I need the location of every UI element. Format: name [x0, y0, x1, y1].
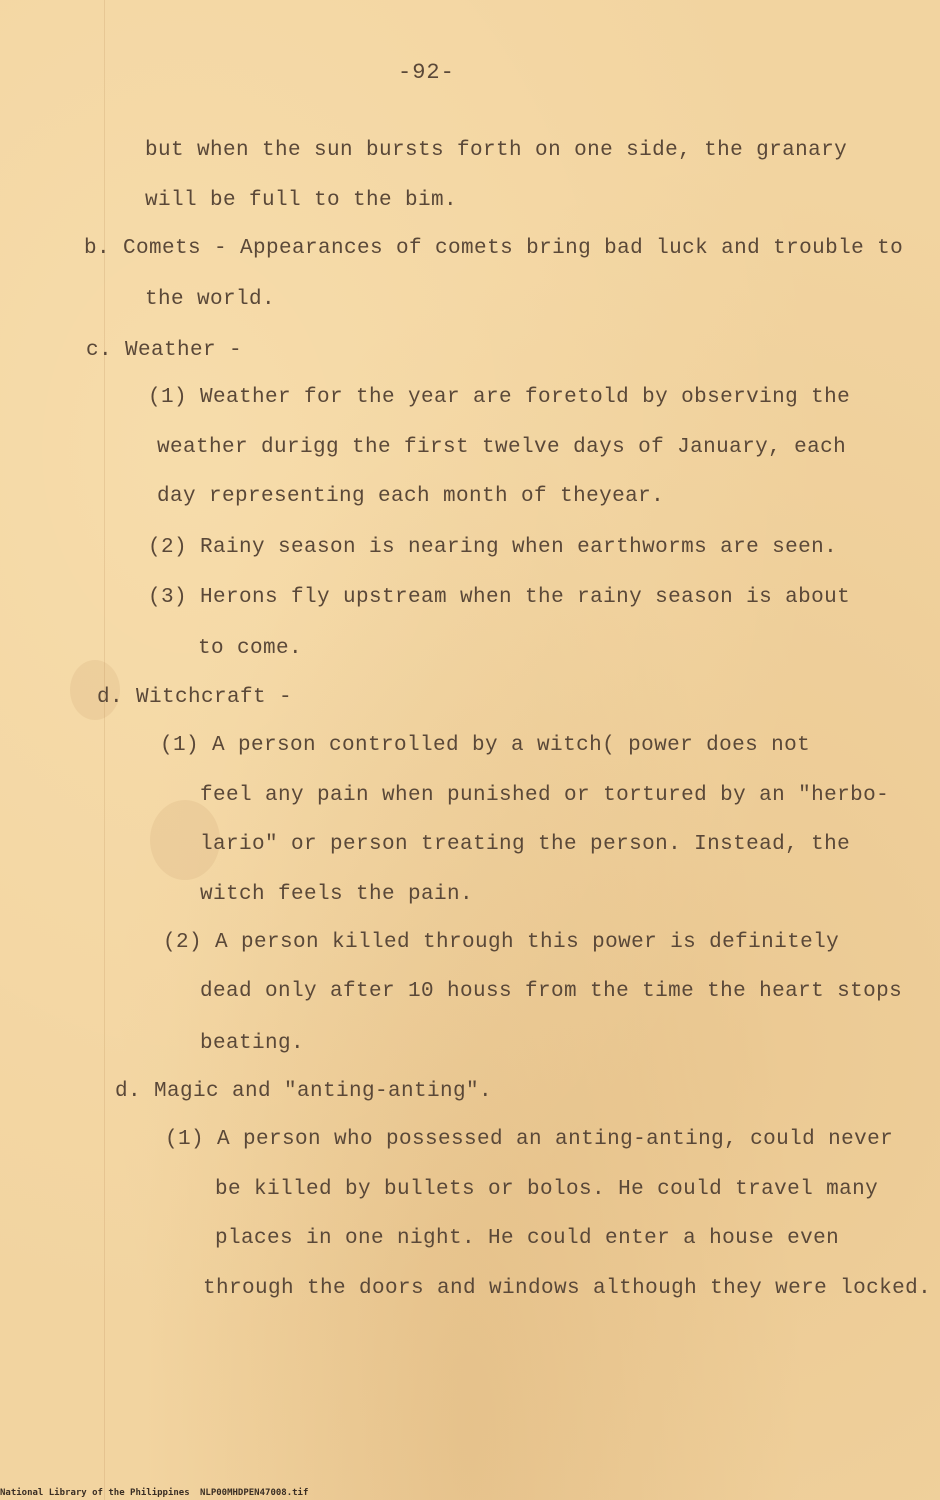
- section-heading: d. Magic and "anting-anting".: [115, 1080, 493, 1103]
- text-line: beating.: [200, 1032, 305, 1055]
- page-number: -92-: [398, 60, 455, 85]
- text-line: dead only after 10 houss from the time the heart stops: [200, 980, 903, 1003]
- text-line: places in one night. He could enter a house even: [215, 1227, 840, 1250]
- text-line: through the doors and windows although they were locked.: [203, 1277, 932, 1300]
- text-line: (2) Rainy season is nearing when earthworms are seen.: [148, 536, 838, 559]
- text-line: b. Comets - Appearances of comets bring bad luck and trouble to: [84, 237, 904, 260]
- text-line: feel any pain when punished or tortured by an "herbo-: [200, 784, 890, 807]
- text-line: but when the sun bursts forth on one side, the granary: [145, 139, 848, 162]
- text-line: the world.: [145, 288, 276, 311]
- section-heading: c. Weather -: [86, 339, 243, 362]
- text-line: day representing each month of theyear.: [157, 485, 665, 508]
- text-line: be killed by bullets or bolos. He could travel many: [215, 1178, 879, 1201]
- text-line: will be full to the bim.: [145, 189, 458, 212]
- text-line: witch feels the pain.: [200, 883, 474, 906]
- section-heading: d. Witchcraft -: [97, 686, 293, 709]
- file-name: NLP00MHDPEN47008.tif: [200, 1488, 309, 1498]
- text-line: (3) Herons fly upstream when the rainy season is about: [148, 586, 851, 609]
- text-line: to come.: [198, 637, 303, 660]
- text-line: (1) Weather for the year are foretold by observing the: [148, 386, 851, 409]
- text-line: (1) A person controlled by a witch( power does not: [160, 734, 811, 757]
- text-line: (1) A person who possessed an anting-anting, could never: [165, 1128, 894, 1151]
- library-credit: National Library of the Philippines: [0, 1488, 190, 1498]
- text-line: lario" or person treating the person. Instead, the: [200, 833, 851, 856]
- archive-footer: [0, 1488, 309, 1498]
- text-line: weather durigg the first twelve days of January, each: [157, 436, 847, 459]
- paper-fold-line: [104, 0, 105, 1500]
- text-line: (2) A person killed through this power is definitely: [163, 931, 840, 954]
